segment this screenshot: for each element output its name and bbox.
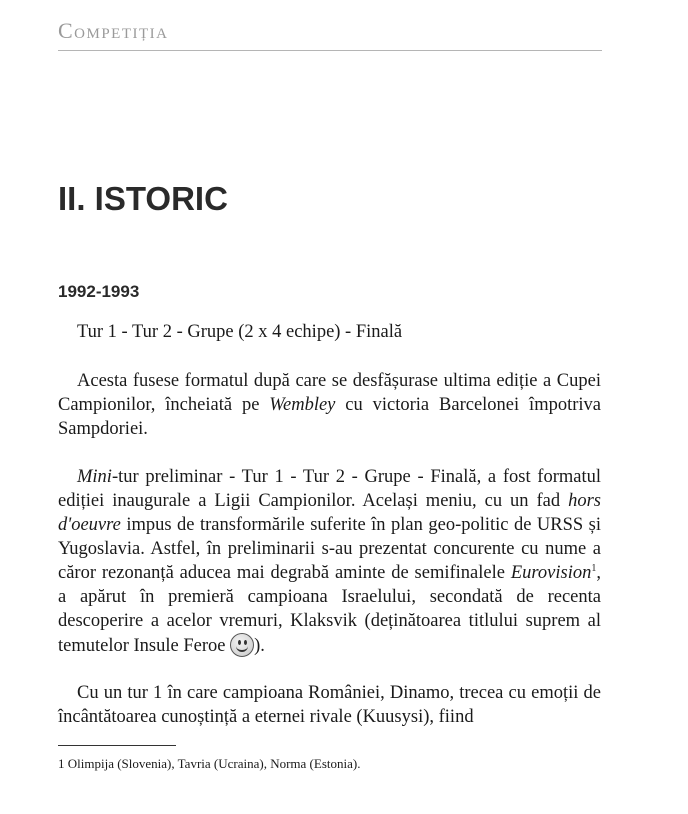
paragraph-text: , a apărut în premieră campioana Israelului, secondată de recenta descoperire a acelor vremuri, Klaksvik (deținătoarea titlului suprem al temutelor Insule Feroe [58, 563, 601, 656]
section-heading: 1992-1993 [58, 282, 140, 301]
paragraph-text: cu victoria Barcelonei împotriva Sampdoriei. [58, 395, 601, 439]
emphasis-text: Wembley [269, 395, 336, 415]
paragraph-text: ). [254, 636, 265, 656]
footnote: 1 Olimpija (Slovenia), Tavria (Ucraina), Norma (Estonia). [58, 756, 361, 771]
footnote-divider [58, 745, 176, 746]
footnote-reference: 1 [591, 562, 597, 574]
paragraph-text: -tur preliminar - Tur 1 - Tur 2 - Grupe - Finală, a fost formatul ediției inaugurale a Ligii Campionilor. Același meniu, cu un fad [58, 467, 601, 511]
paragraph-text: impus de transformările suferite în plan geo-politic de URSS și Yugoslavia. Astfel, în preliminarii s-au prezentat concurente cu nume a căror rezonanță aducea mai degrabă aminte de semifinalele [58, 515, 601, 583]
emphasis-text: Eurovision [510, 563, 592, 583]
running-head: Competiția [58, 18, 602, 51]
emphasis-text: hors d'oeuvre [58, 491, 601, 535]
paragraph [58, 465, 601, 658]
smiley-icon [230, 633, 254, 657]
emphasis-text: Mini [77, 467, 112, 487]
paragraph [58, 369, 601, 441]
paragraph: Cu un tur 1 în care campioana României, Dinamo, trecea cu emoții de încântătoarea cunoștință a eternei rivale (Kuusysi), fiind [58, 683, 601, 727]
chapter-title: II. ISTORIC [58, 180, 228, 217]
paragraph-text: Acesta fusese formatul după care se desfășurase ultima ediție a Cupei Campionilor, încheiată pe [58, 371, 601, 415]
format-line: Tur 1 - Tur 2 - Grupe (2 x 4 echipe) - Finală [77, 322, 403, 342]
